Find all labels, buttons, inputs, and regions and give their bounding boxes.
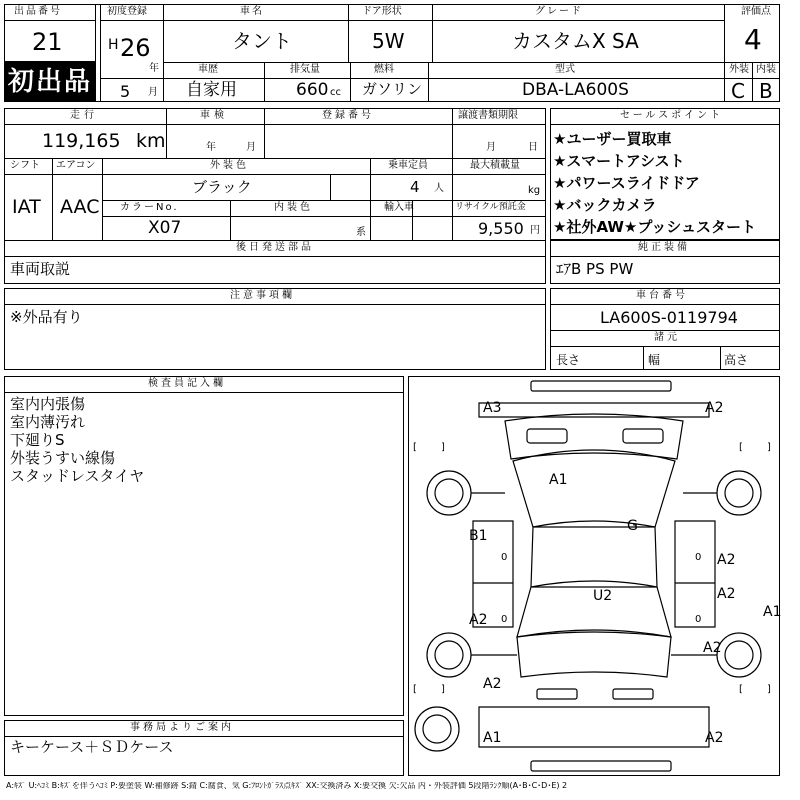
interior-label: 内装 <box>756 64 776 75</box>
sales-points-label: セールスポイント <box>620 110 724 121</box>
capacity: 4 <box>410 178 420 196</box>
height-label: 高さ <box>724 353 749 367</box>
zero-mark-3: 0 <box>501 614 508 625</box>
model-code: DBA-LA600S <box>522 80 629 100</box>
car-outline-diagram <box>409 377 782 775</box>
dims-label: 諸元 <box>654 332 680 343</box>
history-label: 車歴 <box>198 64 218 75</box>
zero-mark-2: 0 <box>695 552 702 563</box>
sales-point-5: ★社外AW★プッシュスタート <box>553 218 757 236</box>
ac-label: エアコン <box>56 160 96 171</box>
bracket-4: ] <box>767 442 771 453</box>
first-listing-badge: 初出品 <box>4 62 96 102</box>
displacement: 660 <box>296 80 329 100</box>
exterior-grade: C <box>731 79 745 103</box>
sales-point-3: ★パワースライドドア <box>553 174 700 192</box>
model-code-label: 型式 <box>555 64 575 75</box>
bracket-3: [ <box>739 442 743 453</box>
mark-a3-top-left: A3 <box>483 400 502 416</box>
door-type: 5W <box>372 29 405 53</box>
mileage-label: 走行 <box>70 110 98 121</box>
interior-color-label: 内装色 <box>274 202 313 213</box>
zero-mark-4: 0 <box>695 614 702 625</box>
capacity-unit: 人 <box>434 183 444 194</box>
sales-point-2: ★スマートアシスト <box>553 152 685 170</box>
mileage-unit: km <box>136 130 166 152</box>
score-label: 評価点 <box>741 6 771 17</box>
chassis-value: LA600S-0119794 <box>600 308 738 327</box>
history: 自家用 <box>186 80 237 100</box>
inspector-line-1: 室内内張傷 <box>10 395 86 413</box>
zero-mark-1: 0 <box>501 552 508 563</box>
capacity-label: 乗車定員 <box>388 160 428 171</box>
color-no: X07 <box>148 218 182 238</box>
door-label: ドア形状 <box>362 6 402 17</box>
mark-a2-right-door-2: A2 <box>717 586 736 602</box>
inspector-line-4: 外装うすい線傷 <box>10 449 116 467</box>
width-label: 幅 <box>648 353 661 367</box>
transfer-month-unit: 月 <box>486 142 496 153</box>
notes-label: 注意事項欄 <box>230 290 295 301</box>
legend: A:ｷｽﾞ U:ﾍｺﾐ B:ｷｽﾞを伴うﾍｺﾐ P:要塗装 W:補修跡 S:錆 C:腐食、気 G:ﾌﾛﾝﾄｶﾞﾗｽ点ｷｽﾞ XX:交換済み X:要交換 欠:欠品 内・外装評価 5段階ﾗﾝｸ順(A･B･C･D･E) 2 <box>6 782 568 790</box>
mark-a1-bottom-left: A1 <box>483 730 502 746</box>
grade-label: グレード <box>535 6 583 17</box>
color: ブラック <box>192 178 252 196</box>
ac: AAC <box>60 196 100 218</box>
transfer-label: 譲渡書類期限 <box>458 110 518 121</box>
recycle-label: リサイクル預託金 <box>455 202 526 212</box>
chassis-label: 車台番号 <box>636 290 688 301</box>
mark-a2-bottom-right: A2 <box>705 730 724 746</box>
equipment-label: 純正装備 <box>638 242 690 253</box>
fuel: ガソリン <box>362 80 423 98</box>
import-label: 輸入車 <box>384 202 414 213</box>
shift-label: シフト <box>10 160 40 171</box>
era: H <box>108 37 119 53</box>
car-name: タント <box>232 29 292 53</box>
mark-a2-right-door-1: A2 <box>717 552 736 568</box>
inspection-label: 車検 <box>200 110 228 121</box>
reg-month: 5 <box>120 82 131 101</box>
mark-a1-right-side: A1 <box>763 604 782 620</box>
interior-grade: B <box>759 79 773 103</box>
load-label: 最大積載量 <box>470 160 520 171</box>
lot-label: 出品番号 <box>14 6 62 17</box>
mark-u2-roof: U2 <box>593 588 613 604</box>
load-unit: kg <box>528 185 541 196</box>
mark-g-glass: G <box>627 518 638 534</box>
interior-color-unit: 系 <box>356 227 366 238</box>
car-name-label: 車名 <box>240 6 264 17</box>
notes-text: ※外品有り <box>10 308 83 326</box>
office-label: 事務局よりご案内 <box>130 722 234 733</box>
inspector-line-5: スタッドレスタイヤ <box>10 467 145 485</box>
recycle-unit: 円 <box>530 225 540 236</box>
damage-diagram <box>408 376 780 776</box>
sales-point-1: ★ユーザー買取車 <box>553 130 672 148</box>
inspection-year-unit: 年 <box>206 142 216 153</box>
later-parts: 車両取説 <box>10 260 71 278</box>
month-unit: 月 <box>148 87 158 98</box>
shift: IAT <box>12 196 41 218</box>
year-unit: 年 <box>149 63 159 74</box>
bracket-6: ] <box>441 684 445 695</box>
later-parts-label: 後日発送部品 <box>236 242 314 253</box>
plate-label: 登録番号 <box>322 110 374 121</box>
mark-a1-hood: A1 <box>549 472 568 488</box>
first-reg-label: 初度登録 <box>107 6 147 17</box>
exterior-label: 外装 <box>729 64 749 75</box>
mark-a2-left-door: A2 <box>469 612 488 628</box>
equipment-value: ｴｱB PS PW <box>556 260 634 278</box>
inspector-line-3: 下廻りS <box>10 431 65 449</box>
reg-year: 26 <box>120 34 151 62</box>
sales-point-4: ★バックカメラ <box>553 196 657 214</box>
office-text: キーケース＋ＳＤケース <box>10 738 174 756</box>
transfer-day-unit: 日 <box>528 142 538 153</box>
displacement-unit: cc <box>330 87 341 98</box>
mark-a2-top-right: A2 <box>705 400 724 416</box>
bracket-2: ] <box>441 442 445 453</box>
lot-number: 21 <box>32 28 63 56</box>
inspector-line-2: 室内薄汚れ <box>10 413 86 431</box>
mark-b1-left-door: B1 <box>469 528 488 544</box>
bracket-5: [ <box>413 684 417 695</box>
bracket-8: ] <box>767 684 771 695</box>
grade: カスタムX SA <box>512 29 639 53</box>
inspection-month-unit: 月 <box>246 142 256 153</box>
color-label: 外装色 <box>210 160 249 171</box>
mark-a2-left-rear: A2 <box>483 676 502 692</box>
inspector-label: 検査員記入欄 <box>148 378 226 389</box>
score: 4 <box>744 23 762 56</box>
color-no-label: カラーNo. <box>120 202 179 213</box>
mark-a2-right-rear: A2 <box>703 640 722 656</box>
bracket-7: [ <box>739 684 743 695</box>
mileage: 119,165 <box>42 130 121 152</box>
fuel-label: 燃料 <box>374 64 394 75</box>
displacement-label: 排気量 <box>290 64 320 75</box>
recycle: 9,550 <box>478 219 524 238</box>
length-label: 長さ <box>556 353 581 367</box>
bracket-1: [ <box>413 442 417 453</box>
